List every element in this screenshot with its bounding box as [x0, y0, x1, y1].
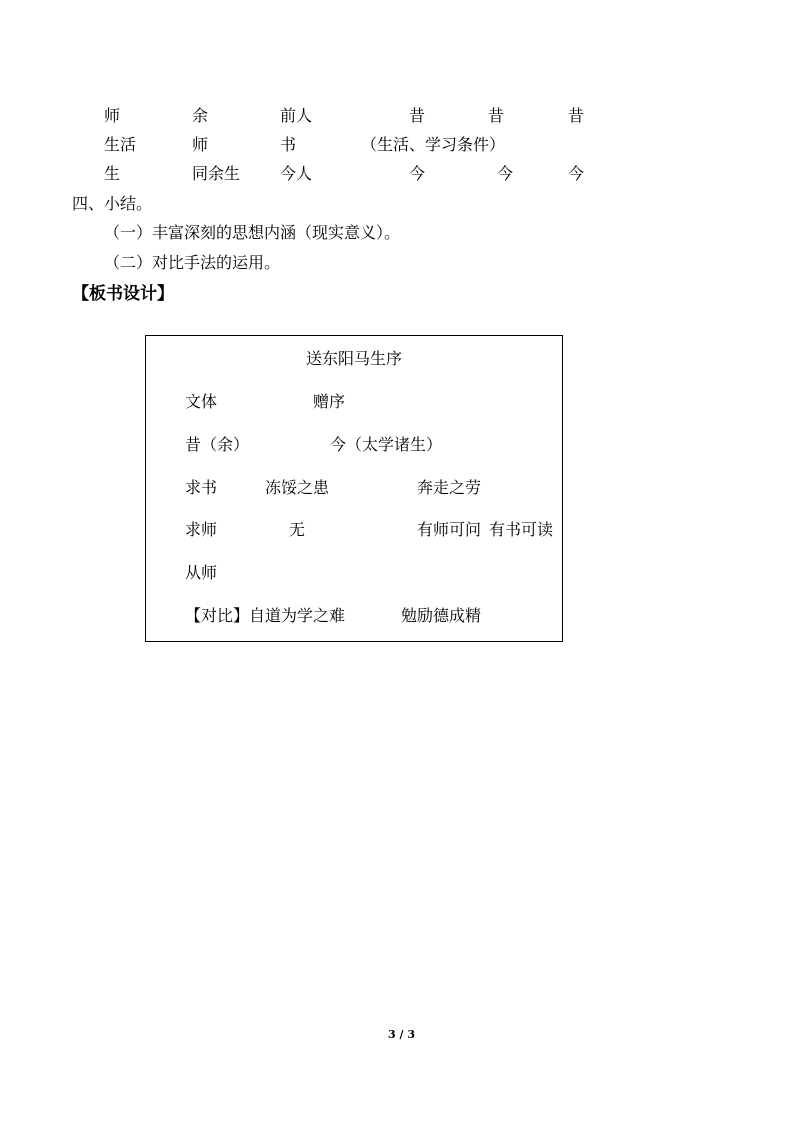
row2-cell2: 师	[192, 135, 209, 154]
row1-cell5: 昔	[488, 106, 505, 125]
board-contrast-value: 勉励德成精	[401, 606, 482, 625]
row2-cell4: （生活、学习条件）	[361, 135, 506, 154]
summary-item: （一）丰富深刻的思想内涵（现实意义）。	[104, 223, 401, 242]
row3-cell6: 今	[568, 164, 585, 183]
board-title: 送东阳马生序	[306, 349, 403, 368]
row1-cell4: 昔	[409, 106, 426, 125]
row3-cell1: 生	[104, 164, 121, 183]
row3-cell4: 今	[409, 164, 426, 183]
board-present: 今（太学诸生）	[330, 435, 443, 454]
board-heading: 【板书设计】	[72, 284, 174, 304]
summary-heading: 四、小结。	[72, 194, 153, 213]
board-follow: 从师	[185, 563, 218, 582]
row3-cell2: 同余生	[192, 164, 241, 183]
board-cell: 求师	[185, 520, 218, 539]
summary-item: （二）对比手法的运用。	[104, 253, 281, 272]
board-contrast-label: 【对比】自道为学之难	[185, 606, 346, 625]
row2-cell3: 书	[280, 135, 297, 154]
page-number: 3 / 3	[388, 1028, 415, 1041]
board-cell: 求书	[185, 478, 218, 497]
row1-cell3: 前人	[280, 106, 313, 125]
row3-cell5: 今	[497, 164, 514, 183]
row1-cell2: 余	[192, 106, 209, 125]
board-cell: 奔走之劳	[417, 478, 482, 497]
board-genre-value: 赠序	[313, 392, 346, 411]
row1-cell1: 师	[104, 106, 121, 125]
row2-cell1: 生活	[104, 135, 137, 154]
board-cell: 有师可问	[417, 520, 482, 539]
board-genre-label: 文体	[185, 392, 218, 411]
row3-cell3: 今人	[280, 164, 313, 183]
row1-cell6: 昔	[568, 106, 585, 125]
board-cell: 冻馁之患	[265, 478, 330, 497]
board-past: 昔（余）	[185, 435, 250, 454]
board-cell: 有书可读	[489, 520, 554, 539]
board-cell: 无	[289, 520, 306, 539]
